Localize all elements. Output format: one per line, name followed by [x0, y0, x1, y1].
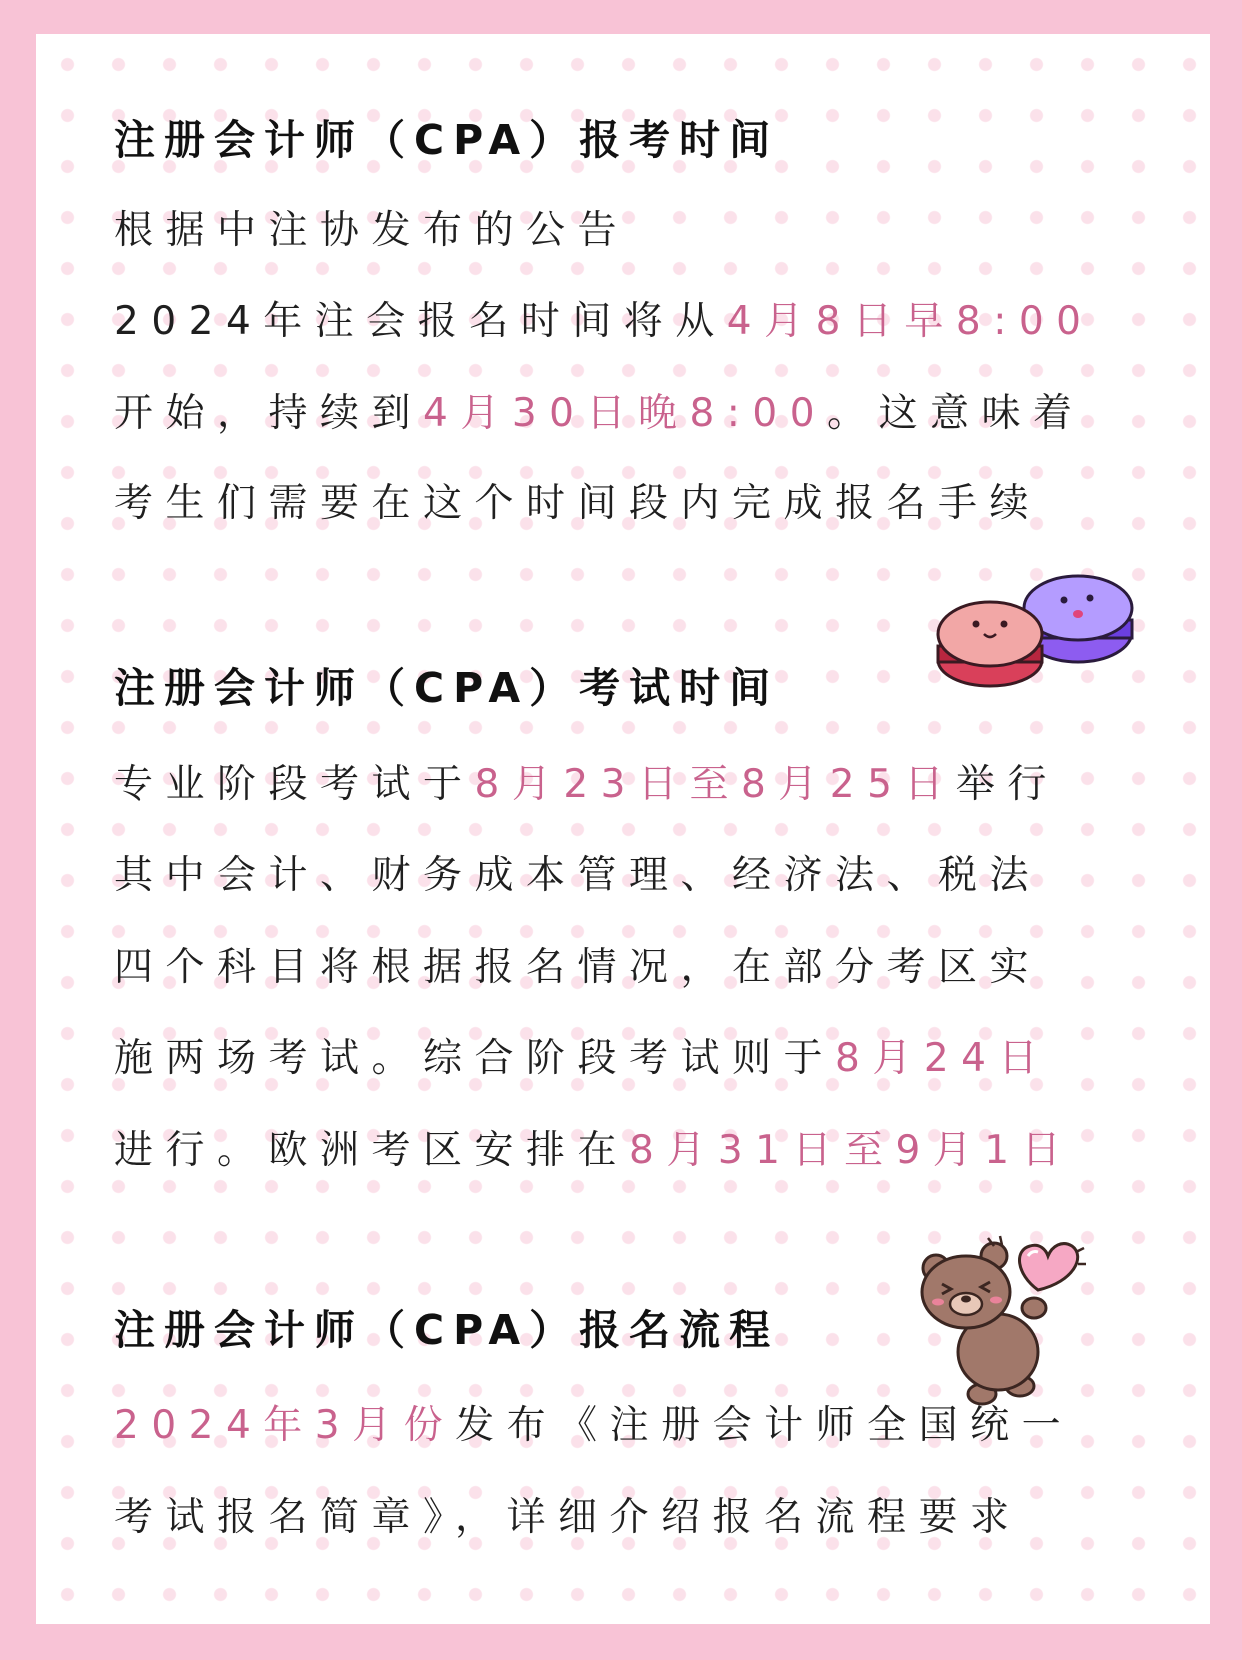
content-card — [36, 34, 1210, 1624]
highlight-date: 8月24日 — [835, 1036, 1050, 1081]
text-line — [114, 848, 1041, 904]
text-line — [114, 940, 1041, 996]
pink-macaron-icon — [938, 602, 1042, 686]
section-heading-exam-time: 注册会计师（CPA）考试时间 — [114, 664, 780, 712]
text-run: 进行。欧洲考区安排在 — [114, 1128, 630, 1173]
text-run: 2024年注会报名时间将从 — [114, 299, 727, 344]
text-line — [114, 386, 1085, 442]
highlight-date: 8月31日至9月1日 — [629, 1128, 1074, 1173]
text-run: 考试报名简章》，详细介绍报名流程要求 — [114, 1495, 1022, 1540]
text-line — [114, 203, 629, 259]
bear-heart-sticker — [916, 1234, 1086, 1410]
highlight-date: 4月8日早8:00 — [726, 299, 1094, 344]
text-run: 开始，持续到 — [114, 391, 424, 436]
highlight-date: 8月23日至8月25日 — [474, 762, 956, 807]
text-run: 举行 — [955, 762, 1059, 807]
text-run: 施两场考试。综合阶段考试则于 — [114, 1036, 836, 1081]
text-line — [114, 476, 1041, 532]
text-line — [114, 1490, 1022, 1546]
highlight-date: 4月30日晚8:00 — [423, 391, 828, 436]
text-run: 其中会计、财务成本管理、经济法、税法 — [114, 853, 1042, 898]
text-run: 考生们需要在这个时间段内完成报名手续 — [114, 481, 1042, 526]
text-run: 。这意味着 — [827, 391, 1085, 436]
text-line — [114, 757, 1059, 813]
text-run: 专业阶段考试于 — [114, 762, 475, 807]
macaron-sticker — [910, 564, 1142, 690]
section-heading-registration-time: 注册会计师（CPA）报考时间 — [114, 116, 780, 164]
text-run: 发布《注册会计师全国统一 — [455, 1403, 1074, 1448]
section-heading-registration-process: 注册会计师（CPA）报名流程 — [114, 1306, 780, 1354]
text-line — [114, 1031, 1050, 1087]
text-run: 四个科目将根据报名情况，在部分考区实 — [114, 945, 1042, 990]
text-line — [114, 1123, 1073, 1179]
heart-icon — [1020, 1244, 1078, 1318]
highlight-date: 2024年3月份 — [114, 1403, 456, 1448]
text-run: 根据中注协发布的公告 — [114, 208, 630, 253]
text-line — [114, 294, 1093, 350]
text-line — [114, 1398, 1073, 1454]
